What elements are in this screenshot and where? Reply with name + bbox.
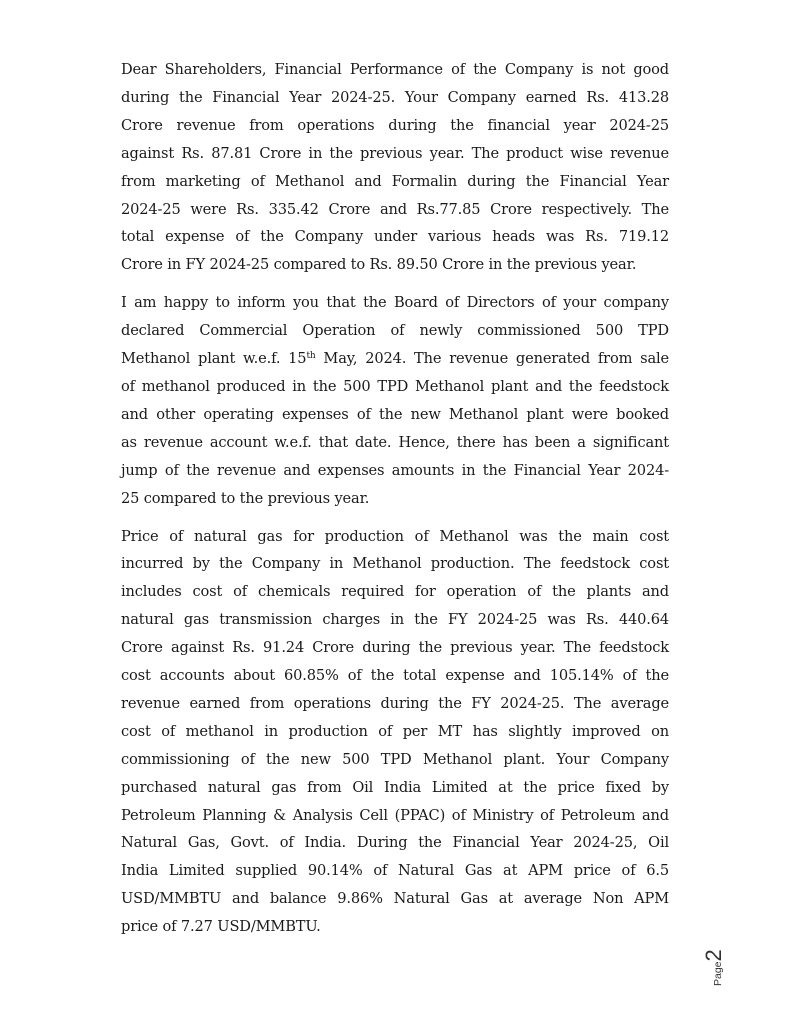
text-line: revenue earned from operations during the FY 2024-25. The average: [121, 694, 669, 712]
text-line: of methanol produced in the 500 TPD Methanol plant and the feedstock: [121, 377, 669, 395]
page-number-footer: [703, 944, 733, 986]
text-line: Price of natural gas for production of Methanol was the main cost: [121, 527, 669, 545]
text-line: purchased natural gas from Oil India Limited at the price fixed by: [121, 778, 669, 796]
text-line: and other operating expenses of the new Methanol plant were booked: [121, 405, 669, 423]
text-line: commissioning of the new 500 TPD Methanol plant. Your Company: [121, 750, 669, 768]
text-line: Crore revenue from operations during the financial year 2024-25: [121, 116, 669, 134]
text-fragment: Methanol plant w.e.f. 15: [121, 350, 307, 368]
text-line: 2024-25 were Rs. 335.42 Crore and Rs.77.85 Crore respectively. The: [121, 200, 669, 218]
text-line: total expense of the Company under various heads was Rs. 719.12: [121, 228, 669, 246]
text-line: I am happy to inform you that the Board of Directors of your company: [121, 294, 669, 312]
text-line: Crore against Rs. 91.24 Crore during the previous year. The feedstock: [121, 639, 669, 657]
letter-body: [121, 56, 669, 951]
page-label: Page: [712, 961, 724, 986]
paragraph-financial-performance: [121, 56, 669, 279]
paragraph-natural-gas-cost: [121, 523, 669, 942]
text-line: 25 compared to the previous year.: [121, 489, 370, 507]
text-line: price of 7.27 USD/MMBTU.: [121, 918, 321, 936]
text-line: cost of methanol in production of per MT has slightly improved on: [121, 722, 669, 740]
text-line: against Rs. 87.81 Crore in the previous year. The product wise revenue: [121, 144, 669, 162]
text-line: USD/MMBTU and balance 9.86% Natural Gas at average Non APM: [121, 890, 669, 908]
text-line: [121, 345, 669, 373]
text-line: as revenue account w.e.f. that date. Hence, there has been a significant: [121, 433, 669, 451]
text-line: Natural Gas, Govt. of India. During the Financial Year 2024-25, Oil: [121, 834, 669, 852]
text-line: during the Financial Year 2024-25. Your Company earned Rs. 413.28: [121, 88, 669, 106]
text-line: jump of the revenue and expenses amounts in the Financial Year 2024-: [121, 461, 669, 479]
text-line: natural gas transmission charges in the FY 2024-25 was Rs. 440.64: [121, 611, 669, 629]
text-line: declared Commercial Operation of newly commissioned 500 TPD: [121, 322, 669, 340]
paragraph-commercial-operation: [121, 289, 669, 512]
text-line: Dear Shareholders, Financial Performance of the Company is not good: [121, 61, 669, 78]
text-line: from marketing of Methanol and Formalin during the Financial Year: [121, 172, 669, 190]
text-line: includes cost of chemicals required for operation of the plants and: [121, 583, 669, 601]
text-line: Petroleum Planning & Analysis Cell (PPAC) of Ministry of Petroleum and: [121, 806, 669, 824]
text-line: India Limited supplied 90.14% of Natural Gas at APM price of 6.5: [121, 862, 669, 880]
text-line: Crore in FY 2024-25 compared to Rs. 89.50 Crore in the previous year.: [121, 256, 637, 274]
text-line: incurred by the Company in Methanol production. The feedstock cost: [121, 555, 669, 573]
text-line: cost accounts about 60.85% of the total expense and 105.14% of the: [121, 667, 669, 685]
text-fragment: May, 2024. The revenue generated from sale: [315, 350, 670, 368]
ordinal-superscript: th: [306, 351, 316, 362]
page-number: 2: [701, 949, 726, 962]
